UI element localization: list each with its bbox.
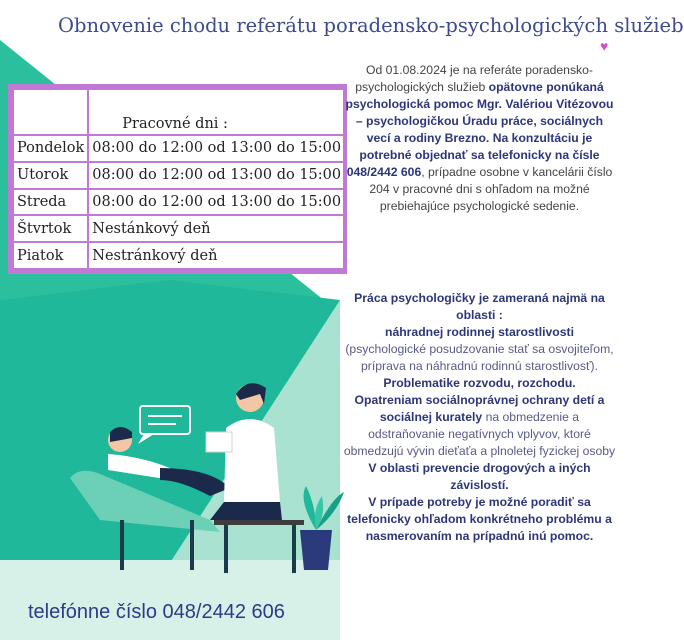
intro-text-end: , prípadne osobne v kancelárii číslo 204 v pracovné dni s ohľadom na možné prebiehajúce psychologické sedenie.	[369, 165, 613, 213]
day-hours: Nestránkový deň	[88, 242, 345, 269]
day-hours: 08:00 do 12:00 od 13:00 do 15:00	[88, 135, 345, 162]
therapy-illustration	[60, 370, 350, 590]
schedule-header-row	[13, 89, 345, 135]
schedule-row	[13, 135, 345, 162]
area-note: (psychologické posudzovanie stať sa osvojiteľom, príprava na náhradnú rodinnú starostlivosť).	[345, 342, 614, 373]
plant-icon	[304, 486, 316, 530]
area-item: náhradnej rodinnej starostlivosti	[385, 325, 574, 339]
schedule-row	[13, 242, 345, 269]
schedule-header: Pracovné dni :	[88, 89, 345, 135]
intro-paragraph	[343, 62, 616, 215]
day-name: Utorok	[13, 162, 88, 189]
area-item: V oblasti prevencie drogových a iných závislostí.	[368, 461, 591, 492]
heart-icon: ♥	[600, 38, 609, 54]
schedule-row	[13, 162, 345, 189]
footer-phone: telefónne číslo 048/2442 606	[28, 601, 285, 623]
day-hours: 08:00 do 12:00 od 13:00 do 15:00	[88, 162, 345, 189]
day-name: Štvrtok	[13, 215, 88, 242]
area-item: Problematike rozvodu, rozchodu.	[383, 376, 576, 390]
focus-areas	[343, 290, 616, 545]
day-name: Pondelok	[13, 135, 88, 162]
day-name: Streda	[13, 189, 88, 216]
speech-bubble-icon	[140, 406, 190, 434]
intro-text: Od 01.08.2024 je na referáte poradensko-psychologických služieb	[355, 63, 593, 94]
intro-bold: opätovne ponúkaná psychologická pomoc Mgr. Valériou Vitézovou – psychologičkou Úradu práce, sociálnych vecí a rodiny Brezno. Na konzultáciu je potrebné objednať sa telefonicky na čísle 048/2442 606	[345, 80, 614, 179]
schedule-row	[13, 215, 345, 242]
day-hours: Nestánkový deň	[88, 215, 345, 242]
area-item: V prípade potreby je možné poradiť sa telefonicky ohľadom konkrétneho problému a nasmerovaním na prípadnú inú pomoc.	[347, 495, 612, 543]
day-hours: 08:00 do 12:00 od 13:00 do 15:00	[88, 189, 345, 216]
areas-heading: Práca psychologičky je zameraná najmä na oblasti :	[354, 291, 605, 322]
page-title: Obnovenie chodu referátu poradensko-psychologických služieb	[58, 14, 684, 37]
schedule-row	[13, 189, 345, 216]
area-item: Opatreniam sociálnoprávnej ochrany detí a sociálnej kurately	[354, 393, 605, 424]
plant-pot-icon	[300, 530, 332, 570]
day-name: Piatok	[13, 242, 88, 269]
schedule-table	[8, 84, 347, 274]
area-note: na obmedzenie a odstraňovanie negatívnych vplyvov, ktoré obmedzujú vývin dieťaťa a plnoletej fyzickej osoby	[343, 410, 616, 458]
clipboard-icon	[206, 432, 232, 452]
